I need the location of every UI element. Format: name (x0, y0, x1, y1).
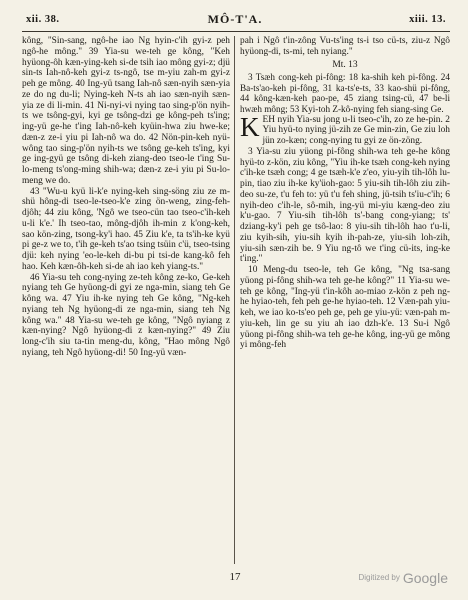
opening-text: EH nyih Yia-su jong u-li tseo-c'ih, zo ze he-pin. 2 Yiu hyü-to nying jü-zih ze Ge min-zin, Ge ziu loh jün zo-kæn; cong-nying tu gyi ze ön-zöng. (262, 114, 450, 147)
header-rule (22, 31, 450, 32)
page-number: 17 (229, 571, 241, 583)
running-head (18, 10, 452, 30)
left-column (22, 36, 230, 564)
drop-cap: K (240, 111, 260, 142)
google-logo-text: Google (402, 569, 448, 586)
digitized-watermark (358, 569, 448, 587)
digitized-by-label: Digitized by (358, 573, 400, 583)
book-page (18, 10, 452, 590)
right-column (240, 36, 450, 564)
left-paragraph: 46 Yia-su teh cong-nying ze-teh kông ze-ko, Ge-keh nyiang teh Ge hyüong-di gyi ze nga-min, siang teh Ge kông wa. 47 Yiu ih-ke nying teh Ge kông, "Ng-keh nyiang teh Ng hyüong-di ze nga-min, siang teh Ng kông wa." 48 Yia-su we-teh ge kông, "Ngô nyiang z kæn-nying? Ngô hyüong-di z kæn-nying?" 49 Ziu long-c'ih siu ta-tin meng-du, kông, "Hao mông Ngô nyiang, teh Ngô hyüong-di! 50 Ing-yü væn- (22, 272, 230, 358)
right-paragraph: 10 Meng-du tseo-le, teh Ge kông, "Ng tsa-sang yüong pi-fông shih-wa teh ge-he kông?" 11 Yia-su we-teh ge kông, "Ing-yü t'in-kôh ao-miao z-kön z peh ng-he hyiao-teh, feh peh ge-he hyiao-teh. 12 Væn-pah yiu-keh, we iao ko-ts'eo peh ge, peh ge yiu-yü: væn-pah m-yiu-keh, lin ge su yiu ah iao dzh-k'e. 13 Su-i Ngô yüong pi-fông shih-wa teh ge-he kông, ing-yü ge mông yi mông-feh (240, 265, 450, 351)
running-head-right: xiii. 13. (409, 14, 446, 25)
column-divider (234, 36, 235, 564)
chapter-summary: 3 Tsæh cong-keh pi-fông: 18 ka-shih keh pi-fông. 24 Ba-ts'ao-keh pi-fông, 31 ka-ts'e-ts, 33 kao-shü pi-fông, 44 kông-kæn-keh pao-pe, 45 ziang tsing-cü, 47 be-li hwæh mông; 53 Kyi-toh Z-kô-nying feh siang-sing Ge. (240, 72, 450, 115)
page-footer (18, 569, 452, 587)
left-paragraph: kông, "Sin-sang, ngô-he iao Ng hyin-c'ih gyi-z peh ngô-he mông." 39 Yia-su we-teh ge kông, "Keh hyüong-ôh kæn-ying-keh si-de tsih iao mông gyi-z; djü sin-ts Iah-nô-keh gyi-z ts-ngô, tse m-yiu zah-m gyi-z peh ge mông. 40 Ing-yü tsang Iah-nô sæn-nyih sæn-yia ze do ng du-li; Nying-keh N-ts ah iao sæn-nyih sæn-yia ze di li-min. 41 Ni-nyi-vi nying tao sing-p'ön nyih-ts we tsông-gyi, kyi ge tsông-dzi ge kông-peh ts'ing; ing-yü ge-he t'ing Iah-nô-keh kyüin-hwa ziu hwe-ke; dæn-z ze-i yiu pi Iah-nô wa do. 42 Nön-pin-keh nyü-wông tao sing-p'ön nyih-ts we tsông ge-keh ts'ing, kyi ge ing-gyü ge tsông di-keh ziang-deo tseo-le t'ing Su-lo-meng ts'ong-ming shih-wa; dæn-z ze-i yiu pi Su-lo-meng we do. (22, 36, 230, 186)
left-paragraph: 43 "Wu-u kyü li-k'e nying-keh sing-söng ziu ze m-shü hông-di tseo-le-tseo-k'e zing ön-weng, zing-feh-djôh; 44 ziu kông, 'Ngô we tseo-cün tao tseo-c'ih-keh u-li k'e.' Ih tseo-tao, mông-djôh ih-min z k'ong-keh, sao kön-zing, tsong-ky'i hao. 45 Ziu k'e, ta ts'ih-ke kyü pi ge-z we to, t'ih ge-keh ts'ao tsing tsüin c'ü, tseo-tsing djü: keh nying 'eo-le-keh di-bu pi tsi-de kang-kô feh hao. Keh kæn-ôh-keh si-de ah iao keh yiang-ts." (22, 186, 230, 272)
right-paragraph: 3 Yia-su ziu yüong pi-fông shih-wa teh ge-he kông hyü-to z-kön, ziu kông, "Yiu ih-ke tsæh cong-keh nying c'ih-ke tsæh cong; 4 ge tsæh-k'e z'eo, yiu-yih tih-lôh lu-pin, tiao ziu ih-ke ky'üoh-gao: 5 yiu-sih tih-lôh ziu zih-deo su-ze, t'u feh to: yü t'u feh shing, jü-tsih ts'iu-c'ih; 6 nyih-deo c'ih-le, sô-mih, ing-yü mi-yiu kæng-deo ziu k'u-gao. 7 Yiu-sih tih-lôh ts'-bang cong-yiang; ts' dziang-ky'i peh ge tsô-lao: 8 yiu-sih tih-lôh hao t'u-li, ziu kyih-sih, yiu-sih kyih ih-pah-ze, yiu-sih loh-zih, yiu-sih sæn-zih be. 9 Yiu ng-tô we t'ing cü-its, ing-ke t'ing." (240, 146, 450, 265)
chapter-opening (240, 111, 450, 147)
text-columns (22, 36, 450, 564)
right-paragraph-continued: pah i Ngô t'in-zông Vu-ts'ing ts-i tso cü-ts, ziu-z Ngô hyüong-di, ts-mi, teh nyiang." (240, 36, 450, 57)
running-head-title: MÔ-T'A. (207, 12, 263, 26)
running-head-left: xii. 38. (26, 14, 60, 25)
chapter-heading: Mt. 13 (332, 59, 358, 70)
